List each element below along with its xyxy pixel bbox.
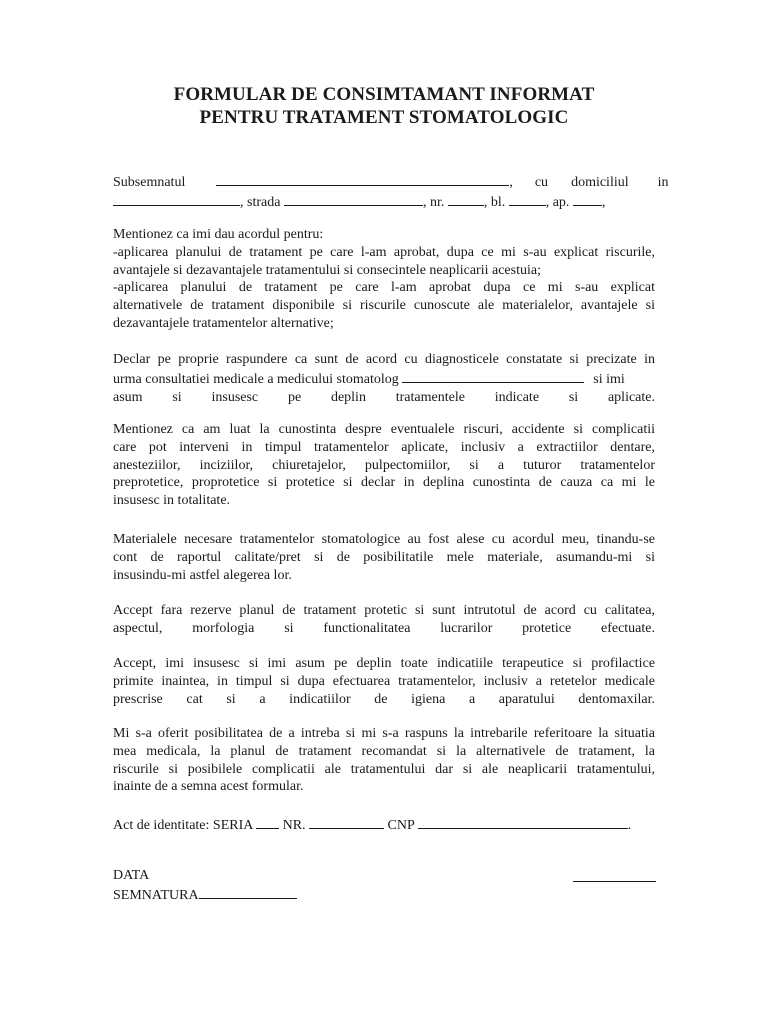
text-line: Mentionez ca imi dau acordul pentru: <box>113 227 324 242</box>
text-line: insusesc in totalitate. <box>113 493 231 509</box>
text-line: Declar pe proprie raspundere ca sunt de acord cu diagnosticele constatate si precizate in <box>113 352 655 367</box>
text-line: riscurile si posibilele complicatii ale tratamentului dar si ale neaplicarii tratamentului, <box>113 761 655 777</box>
text-line: inainte de a semna acest formular. <box>113 779 304 795</box>
date-blank-field[interactable] <box>573 868 656 882</box>
apartment-blank-field[interactable] <box>573 192 602 206</box>
identity-paragraph <box>113 172 669 212</box>
id-document-paragraph <box>113 815 655 835</box>
text-line: preprotetice, proprotetice si protetice si declar in deplina cunostinta de cauza ca mi le <box>113 475 655 491</box>
text-line: alternativele de tratament disponibile si riscurile cunoscute ale materialelor, avantajele si <box>113 298 655 314</box>
text-line: insusindu-mi astfel alegerea lor. <box>113 567 292 583</box>
identity-line-1: Subsemnatul , cu domiciliul in <box>113 172 655 192</box>
text-line: dezavantajele tratamentelor alternative; <box>113 315 334 331</box>
text-line: anesteziilor, inciziilor, chiuretajelor, pulpectomiilor, si a tuturor tratamentelor <box>113 457 655 473</box>
text-line: aspectul, morfologia si functionalitatea lucrarilor protetice efectuate. <box>113 620 655 636</box>
risks-paragraph <box>113 421 655 510</box>
text-line: Accept fara rezerve planul de tratament protetic si sunt intrutotul de acord cu calitatea, <box>113 603 655 618</box>
text-line: -aplicarea planului de tratament pe care l-am aprobat, dupa ce mi s-au explicat riscurile, <box>113 244 655 260</box>
text-line: Act de identitate: SERIA NR. CNP . <box>113 815 655 835</box>
city-blank-field[interactable] <box>113 192 240 206</box>
form-title-line-2: PENTRU TRATAMENT STOMATOLOGIC <box>199 107 569 128</box>
date-label: DATA <box>113 868 150 883</box>
signature-blank-field[interactable] <box>199 885 297 899</box>
text-line: Materialele necesare tratamentelor stomatologice au fost alese cu acordul meu, tinandu-se <box>113 532 655 547</box>
form-title-line-1: FORMULAR DE CONSIMTAMANT INFORMAT <box>173 84 595 105</box>
text-line: Mentionez ca am luat la cunostinta despre eventualele riscuri, accidente si complicatii <box>113 422 655 437</box>
indications-paragraph <box>113 655 655 708</box>
id-number-blank-field[interactable] <box>309 815 384 829</box>
agreement-paragraph <box>113 226 655 333</box>
text-line: primite inaintea, in timpul si dupa efectuarea tratamentelor, inclusiv a retetelor medicale <box>113 673 655 689</box>
text-line: -aplicarea planului de tratament pe care l-am aprobat dupa ce mi s-au explicat <box>113 280 655 296</box>
signature-label: SEMNATURA <box>113 888 199 903</box>
cnp-blank-field[interactable] <box>418 815 628 829</box>
text-line: prescrise cat si a indicatiilor de igiena a aparatului dentomaxilar. <box>113 691 655 707</box>
doctor-name-blank-field[interactable] <box>402 369 584 383</box>
materials-paragraph <box>113 531 655 584</box>
name-blank-field[interactable] <box>216 172 509 186</box>
signature-row <box>113 885 297 905</box>
questions-paragraph <box>113 725 655 796</box>
text-line: Mi s-a oferit posibilitatea de a intreba si mi s-a raspuns la intrebarile referitoare la situatia <box>113 726 655 741</box>
declaration-paragraph <box>113 351 655 406</box>
number-blank-field[interactable] <box>448 192 484 206</box>
prosthetic-plan-paragraph <box>113 602 655 638</box>
block-blank-field[interactable] <box>509 192 546 206</box>
text-line: avantajele si dezavantajele tratamentului si consecintele neaplicarii acestuia; <box>113 262 541 278</box>
id-series-blank-field[interactable] <box>256 815 279 829</box>
text-line: urma consultatiei medicale a medicului stomatolog si imi <box>113 369 655 389</box>
text-line: cont de raportul calitate/pret si de posibilitatile mele materiale, asumandu-mi si <box>113 549 655 565</box>
text-line: asum si insusesc pe deplin tratamentele indicate si aplicate. <box>113 389 655 405</box>
text-line: Accept, imi insusesc si imi asum pe deplin toate indicatiile terapeutice si profilactice <box>113 656 655 671</box>
street-blank-field[interactable] <box>284 192 423 206</box>
text-line: mea medicala, la planul de tratament recomandat si la alternativele de tratament, la <box>113 743 655 759</box>
text-line: care pot interveni in timpul tratamentelor aplicate, inclusiv a extractiilor dentare, <box>113 439 655 455</box>
identity-line-2: , strada , nr. , bl. , ap. , <box>113 192 655 212</box>
